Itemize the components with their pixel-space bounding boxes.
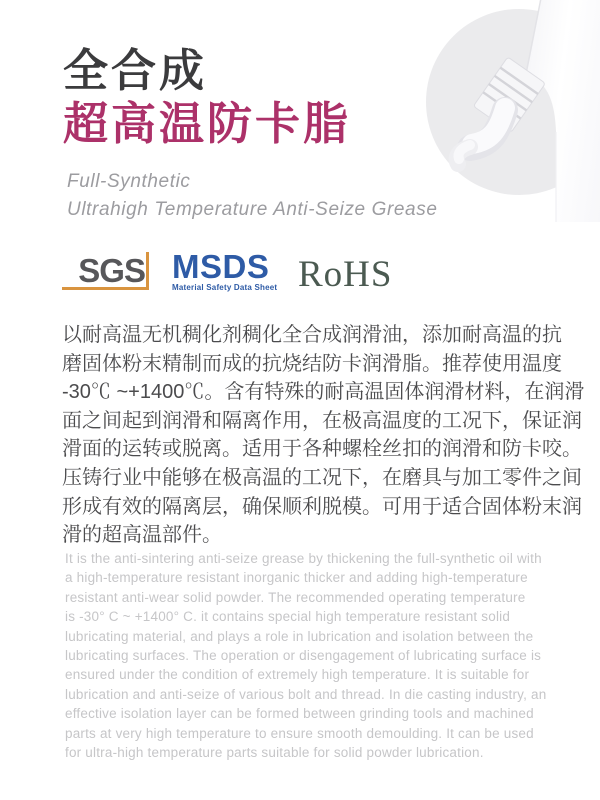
page-title-line2: 超高温防卡脂 [63, 98, 352, 149]
en-line: ensured under the condition of extremely high temperature. It is suitable for [65, 667, 530, 683]
msds-logo-text: MSDS [172, 248, 270, 285]
msds-logo-subtext: Material Safety Data Sheet [172, 283, 278, 292]
sgs-logo [62, 252, 149, 290]
en-line: resistant anti-wear solid powder. The recommended operating temperature [65, 589, 526, 605]
cn-line: -30℃ ~+1400℃。含有特殊的耐高温固体润滑材料，在润滑 [62, 381, 585, 404]
cn-line: 面之间起到润滑和隔离作用，在极高温度的工况下，保证润 [62, 409, 582, 432]
en-line: effective isolation layer can be formed between grinding tools and machined [65, 706, 534, 722]
rohs-logo-text: RoHS [298, 254, 393, 295]
en-line: lubricating surfaces. The operation or disengagement of lubricating surface is [65, 648, 542, 664]
cn-line: 磨固体粉末精制而成的抗烧结防卡润滑脂。推荐使用温度 [62, 352, 562, 375]
cn-line: 滑面的运转或脱离。适用于各种螺栓丝扣的润滑和防卡咬。 [62, 438, 582, 461]
sgs-logo-text: SGS [78, 252, 145, 289]
cn-line: 形成有效的隔离层，确保顺利脱模。可用于适合固体粉末润 [62, 495, 582, 518]
en-line: for ultra-high temperature parts suitable for solid powder lubrication. [65, 745, 484, 761]
en-line: a high-temperature resistant inorganic thicker and adding high-temperature [65, 570, 528, 586]
en-line: It is the anti-sintering anti-seize grease by thickening the full-synthetic oil with [65, 551, 542, 566]
en-line: lubricating material, and plays a role in lubrication and isolation between the [65, 628, 534, 644]
subtitle-english [67, 168, 438, 223]
subtitle-line2: Ultrahigh Temperature Anti-Seize Grease [67, 198, 438, 220]
msds-logo [172, 248, 290, 293]
cn-line: 压铸行业中能够在极高温的工况下，在磨具与加工零件之间 [62, 466, 582, 489]
cn-line: 以耐高温无机稠化剂稠化全合成润滑油，添加耐高温的抗 [62, 324, 562, 346]
description-chinese [62, 321, 584, 550]
en-line: is -30° C ~ +1400° C. it contains special high temperature resistant solid [65, 609, 511, 625]
page-title-line1: 全合成 [63, 45, 208, 96]
en-line: lubrication and anti-seize of various bolt and thread. In die casting industry, an [65, 686, 547, 702]
cn-line: 滑的超高温部件。 [62, 524, 222, 547]
description-english [65, 549, 546, 762]
en-line: parts at very high temperature to ensure smooth demoulding. It can be used [65, 725, 534, 741]
rohs-logo [298, 256, 392, 293]
subtitle-line1: Full-Synthetic [67, 171, 191, 192]
